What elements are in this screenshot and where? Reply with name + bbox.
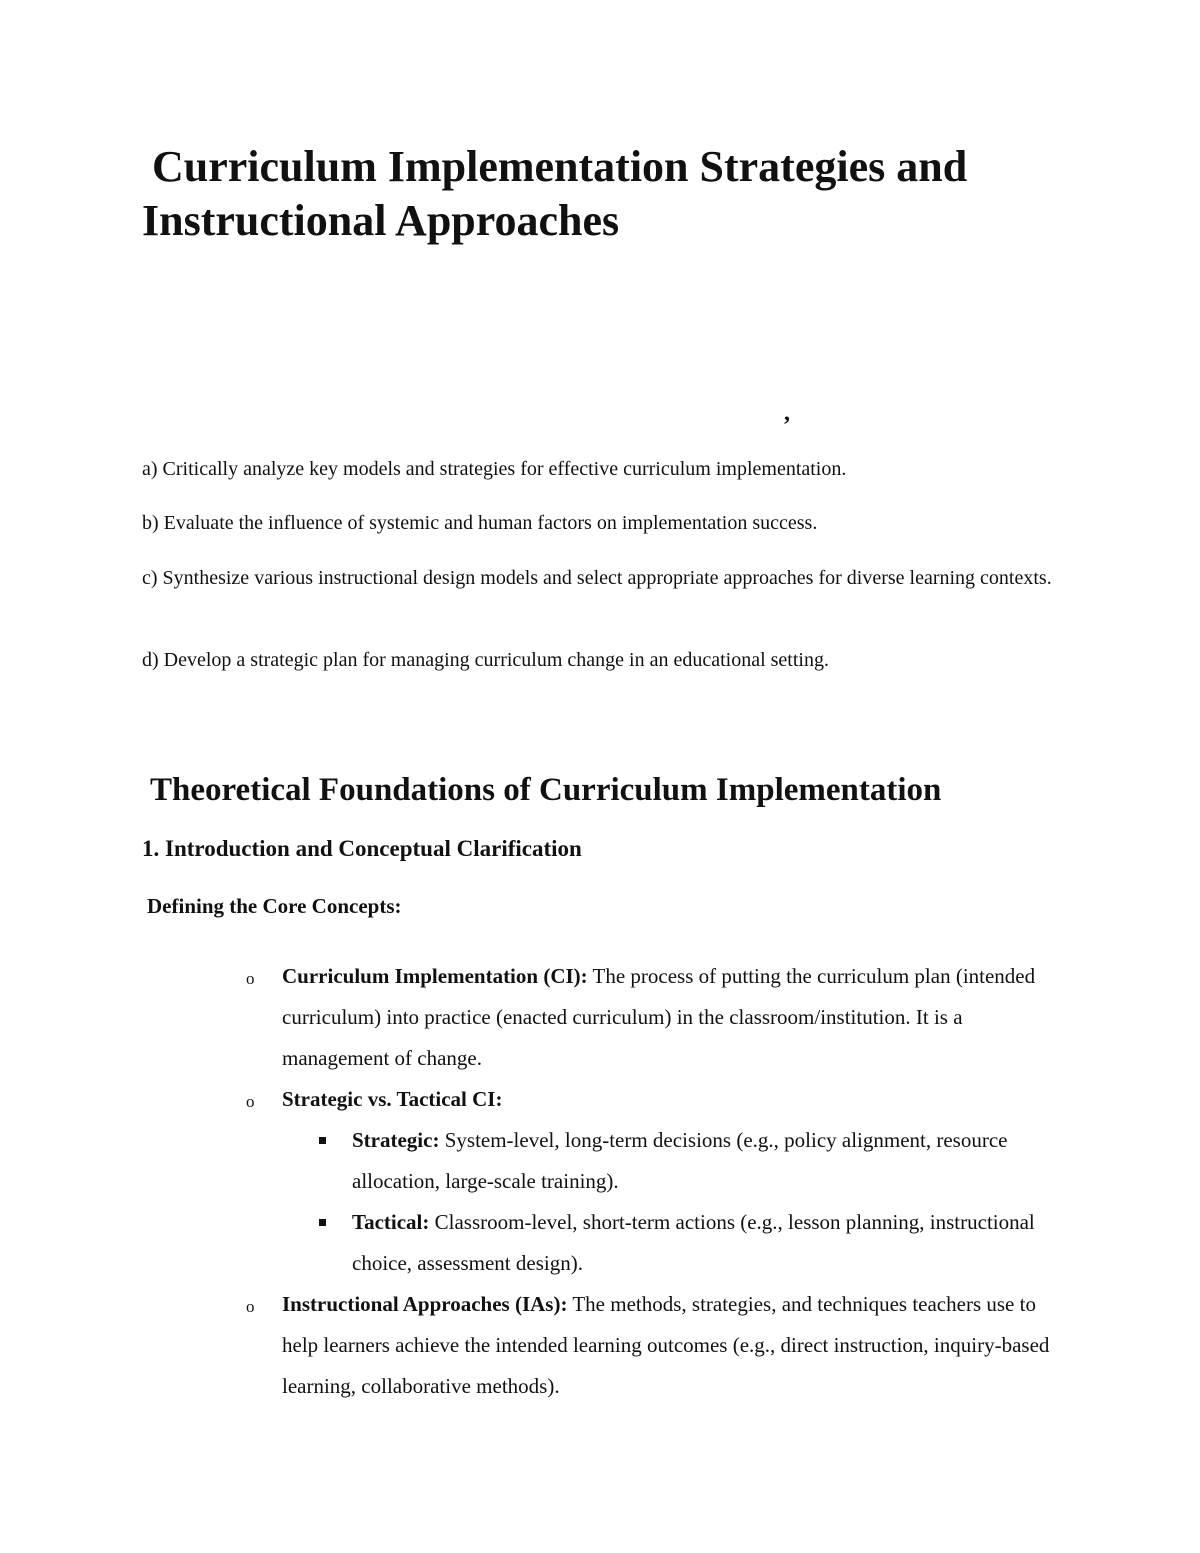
desc-tactical: Classroom-level, short-term actions (e.g., lesson planning, instructional choice, assessment design). [352,1210,1035,1275]
subheading-introduction: 1. Introduction and Conceptual Clarification [142,836,582,861]
bullet-marker-o: o [246,1297,255,1316]
subheading-core-concepts: Defining the Core Concepts: [147,894,402,918]
document-title-line-1: Curriculum Implementation Strategies and [152,142,968,191]
square-bullet-icon [319,1137,326,1144]
list-item-ci [282,956,1052,1079]
bullet-marker-o: o [246,1092,255,1111]
square-bullet-icon [319,1219,326,1226]
document-title-line-2: Instructional Approaches [142,196,620,245]
desc-strategic: System-level, long-term decisions (e.g., policy alignment, resource allocation, large-scale training). [352,1128,1008,1193]
stray-comma-mark: , [784,400,790,426]
list-item-instructional-approaches [282,1284,1052,1407]
objective-c: c) Synthesize various instructional design models and select appropriate approaches for diverse learning contexts. [142,567,1052,589]
list-item-tactical [352,1202,1052,1284]
desc-instructional-approaches: The methods, strategies, and techniques teachers use to help learners achieve the intended learning outcomes (e.g., direct instruction, inquiry-based learning, collaborative methods). [282,1292,1050,1398]
term-instructional-approaches: Instructional Approaches (IAs): [282,1292,568,1316]
objective-b: b) Evaluate the influence of systemic and human factors on implementation success. [142,512,818,534]
term-strategic-vs-tactical: Strategic vs. Tactical CI: [282,1087,503,1111]
objective-a: a) Critically analyze key models and strategies for effective curriculum implementation. [142,458,847,480]
document-title [142,140,1082,248]
list-item-strategic-vs-tactical [282,1079,1052,1120]
term-tactical: Tactical: [352,1210,430,1234]
section-title: Theoretical Foundations of Curriculum Implementation [150,772,942,808]
desc-ci: The process of putting the curriculum plan (intended curriculum) into practice (enacted curriculum) in the classroom/institution. It is a management of change. [282,964,1036,1070]
objective-d: d) Develop a strategic plan for managing curriculum change in an educational setting. [142,649,829,671]
term-strategic: Strategic: [352,1128,440,1152]
term-ci: Curriculum Implementation (CI): [282,964,588,988]
list-item-strategic [352,1120,1052,1202]
bullet-marker-o: o [246,969,255,988]
